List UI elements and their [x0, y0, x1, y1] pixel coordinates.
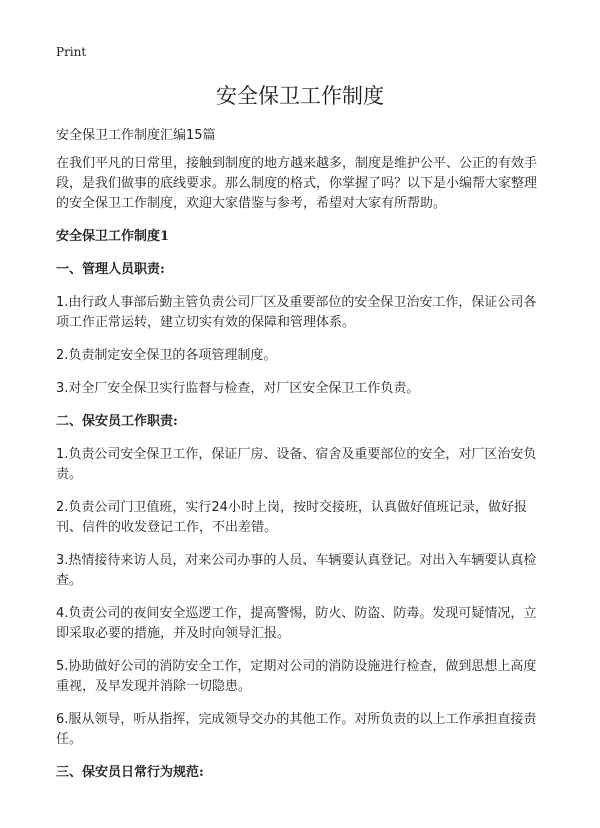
guard-duty-item-6: 6.服从领导，听从指挥，完成领导交办的其他工作。对所负责的以上工作承担直接责任。 — [56, 712, 537, 747]
guard-duty-item-1: 1.负责公司安全保卫工作，保证厂房、设备、宿舍及重要部位的安全，对厂区治安负责。 — [56, 447, 537, 482]
section-heading-conduct-rules: 三、保安员日常行为规范: — [56, 765, 204, 780]
guard-duty-item-5: 5.协助做好公司的消防安全工作，定期对公司的消防设施进行检查，做到思想上高度重视，及早发现并消除一切隐患。 — [56, 659, 537, 694]
section-heading-management: 一、管理人员职责: — [56, 262, 165, 277]
management-item-3: 3.对全厂安全保卫实行监督与检查，对厂区安全保卫工作负责。 — [56, 381, 420, 396]
section-heading-guard-duties: 二、保安员工作职责: — [56, 414, 178, 429]
management-item-1: 1.由行政人事部后勤主管负责公司厂区及重要部位的安全保卫治安工作，保证公司各项工作正常运转，建立切实有效的保障和管理体系。 — [56, 295, 537, 330]
section-title: 安全保卫工作制度1 — [56, 229, 170, 244]
management-item-2: 2.负责制定安全保卫的各项管理制度。 — [56, 348, 277, 363]
page-title: 安全保卫工作制度 — [216, 84, 384, 108]
print-link[interactable]: Print — [56, 45, 87, 59]
guard-duty-item-2: 2.负责公司门卫值班，实行24小时上岗，按时交接班，认真做好值班记录，做好报刊、信件的收发登记工作，不出差错。 — [56, 500, 527, 535]
guard-duty-item-4: 4.负责公司的夜间安全巡逻工作，提高警惕，防火、防盗、防毒。发现可疑情况，立即采取必要的措施，并及时向领导汇报。 — [56, 606, 537, 641]
intro-paragraph: 在我们平凡的日常里，接触到制度的地方越来越多，制度是维护公平、公正的有效手段，是我们做事的底线要求。那么制度的格式，你掌握了吗？以下是小编帮大家整理的安全保卫工作制度，欢迎大家借鉴与参考，希望对大家有所帮助。 — [56, 156, 538, 211]
guard-duty-item-3: 3.热情接待来访人员，对来公司办事的人员、车辆要认真登记。对出入车辆要认真检查。 — [56, 553, 537, 588]
document-subtitle: 安全保卫工作制度汇编15篇 — [56, 128, 216, 143]
